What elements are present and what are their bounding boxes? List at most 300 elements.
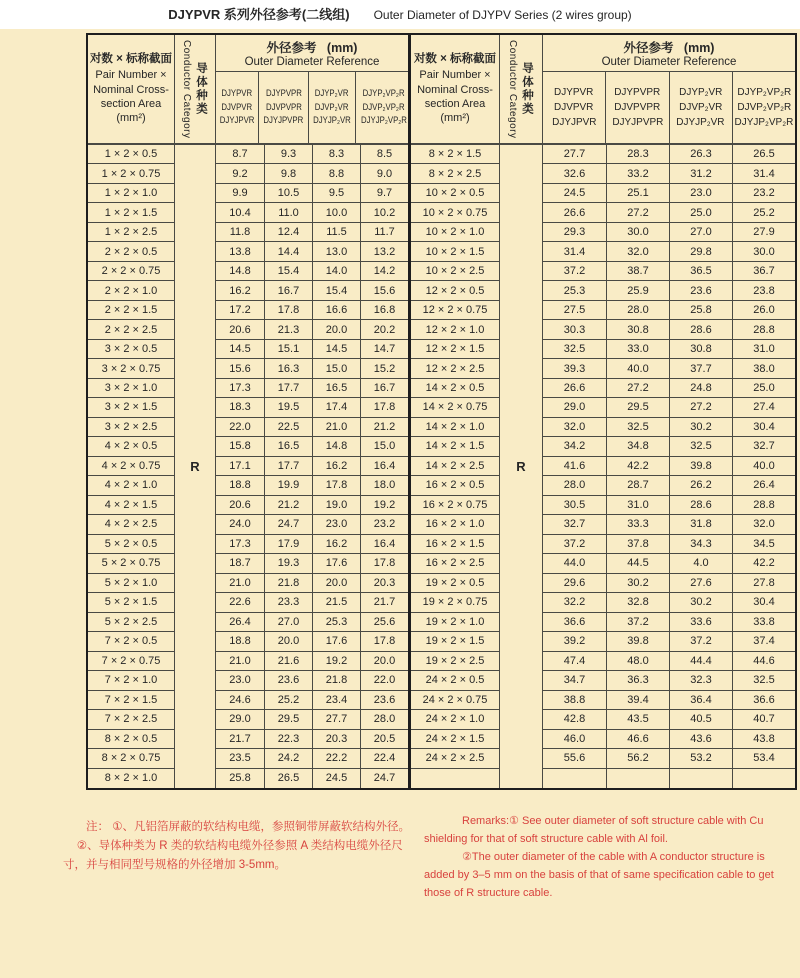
pair-spec-cell: 19 × 2 × 0.5 bbox=[411, 574, 499, 593]
od-value-cell: 22.2 bbox=[312, 749, 360, 768]
cable-type-name: DJYJP₂VP₂R bbox=[360, 115, 407, 127]
od-value-cell: 27.8 bbox=[732, 574, 795, 593]
od-value-cell: 30.4 bbox=[732, 593, 795, 612]
pair-spec-cell: 14 × 2 × 1.5 bbox=[411, 437, 499, 456]
cable-type-name: DJYPVR bbox=[554, 85, 594, 98]
od-value-cell: 32.2 bbox=[543, 593, 606, 612]
od-value-cell: 13.0 bbox=[312, 242, 360, 261]
od-value-cell bbox=[606, 769, 669, 788]
conductor-category-header bbox=[174, 35, 216, 145]
pair-spec-cell: 2 × 2 × 0.5 bbox=[88, 242, 174, 261]
od-value-cell: 8.3 bbox=[312, 145, 360, 164]
pair-spec-cell: 14 × 2 × 1.0 bbox=[411, 418, 499, 437]
od-value-cell: 25.0 bbox=[732, 379, 795, 398]
spec-header-zh: 对数 × 标称截面 bbox=[413, 53, 497, 66]
od-value-cell: 24.8 bbox=[669, 379, 732, 398]
od-value-cell: 20.0 bbox=[264, 632, 312, 651]
conductor-category-label-en: Conductor Category bbox=[507, 39, 518, 139]
od-value-cell: 14.5 bbox=[216, 340, 264, 359]
od-value-cell: 16.4 bbox=[360, 535, 408, 554]
od-value-cell: 21.6 bbox=[264, 652, 312, 671]
pair-spec-cell: 7 × 2 × 0.75 bbox=[88, 652, 174, 671]
od-value-cell: 26.0 bbox=[732, 301, 795, 320]
cable-type-name: DJYP₂VR bbox=[678, 85, 723, 98]
od-value-cell: 38.8 bbox=[543, 691, 606, 710]
pair-spec-cell: 3 × 2 × 0.5 bbox=[88, 340, 174, 359]
od-value-cell: 29.8 bbox=[669, 242, 732, 261]
page-title bbox=[0, 4, 800, 23]
od-value-cell: 17.3 bbox=[216, 379, 264, 398]
pair-spec-cell: 4 × 2 × 1.5 bbox=[88, 496, 174, 515]
od-value-cell: 22.0 bbox=[360, 671, 408, 690]
od-value-cell: 24.6 bbox=[216, 691, 264, 710]
od-value-cell: 36.5 bbox=[669, 262, 732, 281]
od-value-cell: 16.7 bbox=[264, 281, 312, 300]
od-value-cell: 17.8 bbox=[264, 301, 312, 320]
pair-spec-cell: 5 × 2 × 1.5 bbox=[88, 593, 174, 612]
od-value-cell: 30.0 bbox=[732, 242, 795, 261]
cable-type-column bbox=[355, 72, 412, 143]
od-value-cell: 9.0 bbox=[360, 164, 408, 183]
od-value-cell: 30.8 bbox=[606, 320, 669, 339]
od-value-cell: 17.8 bbox=[360, 632, 408, 651]
pair-spec-cell: 14 × 2 × 0.75 bbox=[411, 398, 499, 417]
od-value-cell: 25.8 bbox=[669, 301, 732, 320]
pair-spec-cell: 16 × 2 × 1.0 bbox=[411, 515, 499, 534]
od-value-cell: 28.7 bbox=[606, 476, 669, 495]
od-value-cell: 28.0 bbox=[543, 476, 606, 495]
od-value-cell: 25.0 bbox=[669, 203, 732, 222]
pair-spec-cell: 24 × 2 × 2.5 bbox=[411, 749, 499, 768]
od-value-cell: 20.2 bbox=[360, 320, 408, 339]
od-value-cell: 28.8 bbox=[732, 320, 795, 339]
od-value-cell: 39.3 bbox=[543, 359, 606, 378]
od-value-cell: 9.9 bbox=[216, 184, 264, 203]
pair-spec-cell: 14 × 2 × 2.5 bbox=[411, 457, 499, 476]
od-value-cell: 23.5 bbox=[216, 749, 264, 768]
od-value-cell: 21.7 bbox=[360, 593, 408, 612]
od-value-cell: 11.7 bbox=[360, 223, 408, 242]
od-value-cell: 15.6 bbox=[360, 281, 408, 300]
od-value-cell: 26.4 bbox=[732, 476, 795, 495]
pair-spec-cell: 5 × 2 × 0.5 bbox=[88, 535, 174, 554]
od-value-cell: 43.6 bbox=[669, 730, 732, 749]
od-value-cell: 20.5 bbox=[360, 730, 408, 749]
od-value-cell: 12.4 bbox=[264, 223, 312, 242]
pair-spec-cell: 12 × 2 × 0.5 bbox=[411, 281, 499, 300]
od-value-cell: 26.3 bbox=[669, 145, 732, 164]
od-value-cell: 25.6 bbox=[360, 613, 408, 632]
cable-type-name: DJVP₂VP₂R bbox=[736, 100, 791, 113]
page-title-en: Outer Diameter of DJYPV Series (2 wires group) bbox=[373, 8, 632, 22]
pair-spec-cell: 4 × 2 × 0.5 bbox=[88, 437, 174, 456]
od-value-cell: 29.3 bbox=[543, 223, 606, 242]
od-value-cell: 24.5 bbox=[312, 769, 360, 788]
od-value-cell: 8.8 bbox=[312, 164, 360, 183]
spec-header-en-line: Pair Number × bbox=[419, 69, 491, 82]
pair-spec-cell: 19 × 2 × 0.75 bbox=[411, 593, 499, 612]
spec-header-en-line: Nominal Cross- bbox=[417, 83, 493, 96]
note-line: ②、导体种类为 R 类的软结构电缆外径参照 A 类结构电缆外径尺寸，并与相同型号规格的外径增加 3-5mm。 bbox=[63, 840, 403, 871]
od-value-cell: 34.5 bbox=[732, 535, 795, 554]
pair-spec-cell: 5 × 2 × 2.5 bbox=[88, 613, 174, 632]
od-value-cell: 15.2 bbox=[360, 359, 408, 378]
od-value-cell: 24.5 bbox=[543, 184, 606, 203]
od-value-cell: 31.8 bbox=[669, 515, 732, 534]
od-value-cell: 18.0 bbox=[360, 476, 408, 495]
od-value-cell: 26.5 bbox=[264, 769, 312, 788]
od-value-cell bbox=[732, 769, 795, 788]
od-value-cell: 16.7 bbox=[360, 379, 408, 398]
od-value-cell: 14.4 bbox=[264, 242, 312, 261]
od-value-cell: 17.4 bbox=[312, 398, 360, 417]
od-value-cell: 40.5 bbox=[669, 710, 732, 729]
od-value-cell: 32.0 bbox=[606, 242, 669, 261]
od-value-cell: 19.2 bbox=[312, 652, 360, 671]
pair-spec-cell: 2 × 2 × 1.0 bbox=[88, 281, 174, 300]
od-value-cell: 42.2 bbox=[606, 457, 669, 476]
cable-type-column bbox=[216, 72, 258, 143]
od-value-cell: 36.6 bbox=[543, 613, 606, 632]
od-value-cell: 15.1 bbox=[264, 340, 312, 359]
od-value-cell: 16.5 bbox=[312, 379, 360, 398]
od-value-cell: 30.5 bbox=[543, 496, 606, 515]
cable-type-name: DJYJPVR bbox=[219, 115, 255, 127]
pair-spec-cell: 8 × 2 × 2.5 bbox=[411, 164, 499, 183]
od-value-cell: 28.0 bbox=[360, 710, 408, 729]
od-value-cell: 26.6 bbox=[543, 379, 606, 398]
cable-type-columns bbox=[543, 72, 795, 143]
od-value-cell: 39.8 bbox=[669, 457, 732, 476]
od-value-cell: 33.6 bbox=[669, 613, 732, 632]
od-value-cell: 21.2 bbox=[264, 496, 312, 515]
od-value-cell: 46.6 bbox=[606, 730, 669, 749]
od-value-cell: 8.7 bbox=[216, 145, 264, 164]
od-value-cell: 17.6 bbox=[312, 554, 360, 573]
od-value-cell: 10.4 bbox=[216, 203, 264, 222]
cable-type-name: DJYPVPR bbox=[614, 85, 661, 98]
od-value-cell: 27.4 bbox=[732, 398, 795, 417]
od-title bbox=[216, 35, 408, 72]
od-value-cell bbox=[543, 769, 606, 788]
od-value-cell: 14.8 bbox=[312, 437, 360, 456]
od-value-cell: 29.6 bbox=[543, 574, 606, 593]
od-value-cell: 17.8 bbox=[360, 554, 408, 573]
pair-spec-cell: 1 × 2 × 1.5 bbox=[88, 203, 174, 222]
od-value-cell: 21.2 bbox=[360, 418, 408, 437]
od-value-cell: 25.3 bbox=[543, 281, 606, 300]
note-line: Remarks:① See outer diameter of soft structure cable with Cu shielding for that of soft structure cable with Al foil. bbox=[424, 815, 764, 845]
od-value-cell: 16.8 bbox=[360, 301, 408, 320]
od-value-cell: 16.2 bbox=[312, 535, 360, 554]
od-value-cell: 32.7 bbox=[543, 515, 606, 534]
cable-type-name: DJYJP₂VR bbox=[676, 116, 725, 129]
od-value-cell: 19.3 bbox=[264, 554, 312, 573]
pair-spec-cell: 10 × 2 × 1.0 bbox=[411, 223, 499, 242]
od-value-cell: 40.0 bbox=[732, 457, 795, 476]
od-value-cell: 20.0 bbox=[360, 652, 408, 671]
od-value-cell: 31.0 bbox=[606, 496, 669, 515]
cable-type-name: DJYPVPR bbox=[265, 87, 302, 99]
pair-spec-cell: 1 × 2 × 1.0 bbox=[88, 184, 174, 203]
od-value-cell: 28.0 bbox=[606, 301, 669, 320]
pair-spec-cell bbox=[411, 769, 499, 788]
od-value-cell: 53.2 bbox=[669, 749, 732, 768]
od-title-en: Outer Diameter Reference bbox=[601, 56, 737, 68]
cable-type-name: DJVPVPR bbox=[614, 100, 661, 113]
od-value-cell: 25.3 bbox=[312, 613, 360, 632]
od-value-cell: 27.6 bbox=[669, 574, 732, 593]
od-value-cell: 24.2 bbox=[264, 749, 312, 768]
od-value-cell: 53.4 bbox=[732, 749, 795, 768]
od-value-cell: 27.7 bbox=[543, 145, 606, 164]
od-value-cell: 10.5 bbox=[264, 184, 312, 203]
pair-spec-cell: 1 × 2 × 0.5 bbox=[88, 145, 174, 164]
cable-type-name: DJYP₂VR bbox=[314, 87, 349, 99]
od-value-cell: 26.6 bbox=[543, 203, 606, 222]
od-value-cell: 37.2 bbox=[543, 262, 606, 281]
od-value-cell: 26.2 bbox=[669, 476, 732, 495]
od-value-cell: 23.6 bbox=[360, 691, 408, 710]
od-value-cell: 23.0 bbox=[312, 515, 360, 534]
note-line: 注： ①、凡铝箔屏蔽的软结构电缆，参照铜带屏蔽软结构外径。 bbox=[86, 821, 411, 833]
od-value-cell: 42.8 bbox=[543, 710, 606, 729]
pair-spec-cell: 8 × 2 × 1.5 bbox=[411, 145, 499, 164]
od-value-cell: 11.8 bbox=[216, 223, 264, 242]
spec-header-en-line: section Area bbox=[100, 97, 162, 110]
od-value-cell: 55.6 bbox=[543, 749, 606, 768]
od-value-cell: 46.0 bbox=[543, 730, 606, 749]
od-value-cell: 23.0 bbox=[669, 184, 732, 203]
spec-header-en-line: Pair Number × bbox=[95, 69, 167, 82]
od-value-cell: 19.9 bbox=[264, 476, 312, 495]
cable-type-columns bbox=[216, 72, 408, 143]
pair-spec-cell: 24 × 2 × 1.5 bbox=[411, 730, 499, 749]
od-value-cell: 21.8 bbox=[312, 671, 360, 690]
od-value-cell: 27.2 bbox=[669, 398, 732, 417]
od-value-cell: 18.8 bbox=[216, 632, 264, 651]
pair-spec-cell: 24 × 2 × 0.75 bbox=[411, 691, 499, 710]
od-value-cell: 34.2 bbox=[543, 437, 606, 456]
od-value-cell: 30.8 bbox=[669, 340, 732, 359]
od-value-cell: 30.2 bbox=[669, 418, 732, 437]
pair-spec-cell: 3 × 2 × 1.0 bbox=[88, 379, 174, 398]
od-value-cell: 32.0 bbox=[543, 418, 606, 437]
od-value-cell: 37.8 bbox=[606, 535, 669, 554]
cable-type-name: DJYPVR bbox=[221, 87, 253, 99]
od-value-cell: 38.0 bbox=[732, 359, 795, 378]
pair-spec-cell: 12 × 2 × 1.5 bbox=[411, 340, 499, 359]
od-value-cell: 15.0 bbox=[312, 359, 360, 378]
pair-spec-cell: 5 × 2 × 0.75 bbox=[88, 554, 174, 573]
od-value-cell: 44.4 bbox=[669, 652, 732, 671]
od-value-cell: 16.3 bbox=[264, 359, 312, 378]
od-value-cell: 27.7 bbox=[312, 710, 360, 729]
cable-type-column bbox=[669, 72, 732, 143]
od-value-cell: 15.0 bbox=[360, 437, 408, 456]
od-value-cell: 32.3 bbox=[669, 671, 732, 690]
pair-spec-cell: 12 × 2 × 1.0 bbox=[411, 320, 499, 339]
od-value-cell: 27.0 bbox=[264, 613, 312, 632]
od-value-cell: 56.2 bbox=[606, 749, 669, 768]
od-value-cell: 25.2 bbox=[732, 203, 795, 222]
pair-spec-cell: 3 × 2 × 1.5 bbox=[88, 398, 174, 417]
od-value-cell: 34.3 bbox=[669, 535, 732, 554]
od-value-cell: 36.6 bbox=[732, 691, 795, 710]
conductor-category-header bbox=[499, 35, 543, 145]
od-value-cell: 20.0 bbox=[312, 574, 360, 593]
od-value-cell: 18.8 bbox=[216, 476, 264, 495]
od-value-cell: 17.6 bbox=[312, 632, 360, 651]
pair-spec-cell: 12 × 2 × 0.75 bbox=[411, 301, 499, 320]
od-value-cell: 17.7 bbox=[264, 457, 312, 476]
pair-spec-cell: 24 × 2 × 0.5 bbox=[411, 671, 499, 690]
pair-spec-cell: 4 × 2 × 2.5 bbox=[88, 515, 174, 534]
od-title bbox=[543, 35, 795, 72]
spec-column-header bbox=[88, 35, 174, 145]
od-value-cell: 36.4 bbox=[669, 691, 732, 710]
od-value-cell: 27.0 bbox=[669, 223, 732, 242]
pair-spec-cell: 10 × 2 × 0.75 bbox=[411, 203, 499, 222]
od-value-cell: 30.2 bbox=[606, 574, 669, 593]
od-value-cell: 15.8 bbox=[216, 437, 264, 456]
pair-spec-cell: 7 × 2 × 0.5 bbox=[88, 632, 174, 651]
outer-diameter-table bbox=[86, 33, 797, 790]
od-value-cell: 39.8 bbox=[606, 632, 669, 651]
od-value-cell: 37.4 bbox=[732, 632, 795, 651]
cable-type-name: DJYJP₂VR bbox=[312, 115, 351, 127]
cable-type-name: DJYJPVPR bbox=[611, 116, 663, 129]
cable-type-name: DJVPVPR bbox=[265, 101, 302, 113]
note-line: ②The outer diameter of the cable with A conductor structure is added by 3–5 mm on the basis of that of same specification cable to get those of R structure cable. bbox=[424, 851, 774, 899]
pair-spec-cell: 7 × 2 × 1.0 bbox=[88, 671, 174, 690]
pair-spec-cell: 5 × 2 × 1.0 bbox=[88, 574, 174, 593]
od-value-cell: 47.4 bbox=[543, 652, 606, 671]
od-value-cell: 27.5 bbox=[543, 301, 606, 320]
conductor-category-label-zh: 导体种类 bbox=[521, 62, 533, 116]
cable-type-name: DJVPVR bbox=[554, 100, 594, 113]
spec-header-en-line: (mm²) bbox=[440, 112, 470, 125]
conductor-category-label-zh: 导体种类 bbox=[195, 62, 207, 116]
table-right-half bbox=[408, 35, 795, 788]
od-value-cell: 23.2 bbox=[732, 184, 795, 203]
od-value-cell: 22.3 bbox=[264, 730, 312, 749]
od-value-cell: 27.2 bbox=[606, 379, 669, 398]
od-value-cell: 20.6 bbox=[216, 496, 264, 515]
od-value-cell: 23.6 bbox=[264, 671, 312, 690]
od-value-cell: 17.1 bbox=[216, 457, 264, 476]
pair-spec-cell: 16 × 2 × 2.5 bbox=[411, 554, 499, 573]
pair-spec-cell: 2 × 2 × 0.75 bbox=[88, 262, 174, 281]
od-value-cell: 27.9 bbox=[732, 223, 795, 242]
od-value-cell: 30.0 bbox=[606, 223, 669, 242]
notes-zh bbox=[63, 818, 423, 875]
pair-spec-cell: 1 × 2 × 0.75 bbox=[88, 164, 174, 183]
od-value-cell: 11.5 bbox=[312, 223, 360, 242]
cable-type-name: DJYP₂VP₂R bbox=[736, 85, 791, 98]
od-value-cell: 32.5 bbox=[543, 340, 606, 359]
od-value-cell: 4.0 bbox=[669, 554, 732, 573]
pair-spec-cell: 3 × 2 × 2.5 bbox=[88, 418, 174, 437]
od-value-cell: 17.7 bbox=[264, 379, 312, 398]
cable-type-column bbox=[732, 72, 795, 143]
od-value-cell: 17.9 bbox=[264, 535, 312, 554]
od-value-cell: 31.2 bbox=[669, 164, 732, 183]
pair-spec-cell: 10 × 2 × 0.5 bbox=[411, 184, 499, 203]
od-value-cell: 43.5 bbox=[606, 710, 669, 729]
od-value-cell: 28.3 bbox=[606, 145, 669, 164]
pair-spec-cell: 4 × 2 × 1.0 bbox=[88, 476, 174, 495]
od-value-cell: 22.6 bbox=[216, 593, 264, 612]
od-value-cell: 29.0 bbox=[216, 710, 264, 729]
od-value-cell: 23.6 bbox=[669, 281, 732, 300]
od-value-cell: 40.0 bbox=[606, 359, 669, 378]
od-value-cell: 32.5 bbox=[732, 671, 795, 690]
od-value-cell: 23.0 bbox=[216, 671, 264, 690]
cable-type-name: DJVP₂VR bbox=[678, 100, 723, 113]
od-value-cell: 25.2 bbox=[264, 691, 312, 710]
od-value-cell: 22.4 bbox=[360, 749, 408, 768]
od-value-cell: 26.4 bbox=[216, 613, 264, 632]
od-value-cell: 33.8 bbox=[732, 613, 795, 632]
od-value-cell: 24.0 bbox=[216, 515, 264, 534]
od-value-cell: 16.6 bbox=[312, 301, 360, 320]
cable-type-name: DJYJP₂VP₂R bbox=[734, 116, 794, 129]
od-value-cell: 40.7 bbox=[732, 710, 795, 729]
od-value-cell: 30.2 bbox=[669, 593, 732, 612]
pair-spec-cell: 7 × 2 × 1.5 bbox=[88, 691, 174, 710]
od-value-cell: 26.5 bbox=[732, 145, 795, 164]
spec-column-header bbox=[411, 35, 499, 145]
conductor-category-label-en: Conductor Category bbox=[181, 39, 192, 139]
pair-spec-cell: 8 × 2 × 0.5 bbox=[88, 730, 174, 749]
cable-type-name: DJYP₂VP₂R bbox=[362, 87, 405, 99]
conductor-category-value: R bbox=[174, 145, 216, 788]
od-value-cell: 44.6 bbox=[732, 652, 795, 671]
od-value-cell: 10.0 bbox=[312, 203, 360, 222]
od-value-cell: 20.6 bbox=[216, 320, 264, 339]
od-title-en: Outer Diameter Reference bbox=[244, 56, 380, 68]
pair-spec-cell: 24 × 2 × 1.0 bbox=[411, 710, 499, 729]
od-value-cell: 33.0 bbox=[606, 340, 669, 359]
pair-spec-cell: 2 × 2 × 1.5 bbox=[88, 301, 174, 320]
od-value-cell: 14.7 bbox=[360, 340, 408, 359]
od-value-cell: 9.2 bbox=[216, 164, 264, 183]
od-value-cell: 15.4 bbox=[312, 281, 360, 300]
table-left-half bbox=[88, 35, 408, 788]
od-value-cell: 42.2 bbox=[732, 554, 795, 573]
od-value-cell: 16.4 bbox=[360, 457, 408, 476]
od-value-cell: 32.5 bbox=[669, 437, 732, 456]
pair-spec-cell: 1 × 2 × 2.5 bbox=[88, 223, 174, 242]
cable-type-column bbox=[308, 72, 355, 143]
od-value-cell: 19.5 bbox=[264, 398, 312, 417]
od-value-cell: 24.7 bbox=[360, 769, 408, 788]
od-value-cell bbox=[669, 769, 732, 788]
od-value-cell: 17.8 bbox=[312, 476, 360, 495]
od-value-cell: 17.8 bbox=[360, 398, 408, 417]
od-value-cell: 32.8 bbox=[606, 593, 669, 612]
od-value-cell: 14.0 bbox=[312, 262, 360, 281]
od-value-cell: 19.2 bbox=[360, 496, 408, 515]
od-value-cell: 9.7 bbox=[360, 184, 408, 203]
od-value-cell: 9.3 bbox=[264, 145, 312, 164]
pair-spec-cell: 19 × 2 × 1.0 bbox=[411, 613, 499, 632]
od-value-cell: 21.7 bbox=[216, 730, 264, 749]
pair-spec-cell: 7 × 2 × 2.5 bbox=[88, 710, 174, 729]
od-value-cell: 32.0 bbox=[732, 515, 795, 534]
od-value-cell: 21.0 bbox=[216, 652, 264, 671]
